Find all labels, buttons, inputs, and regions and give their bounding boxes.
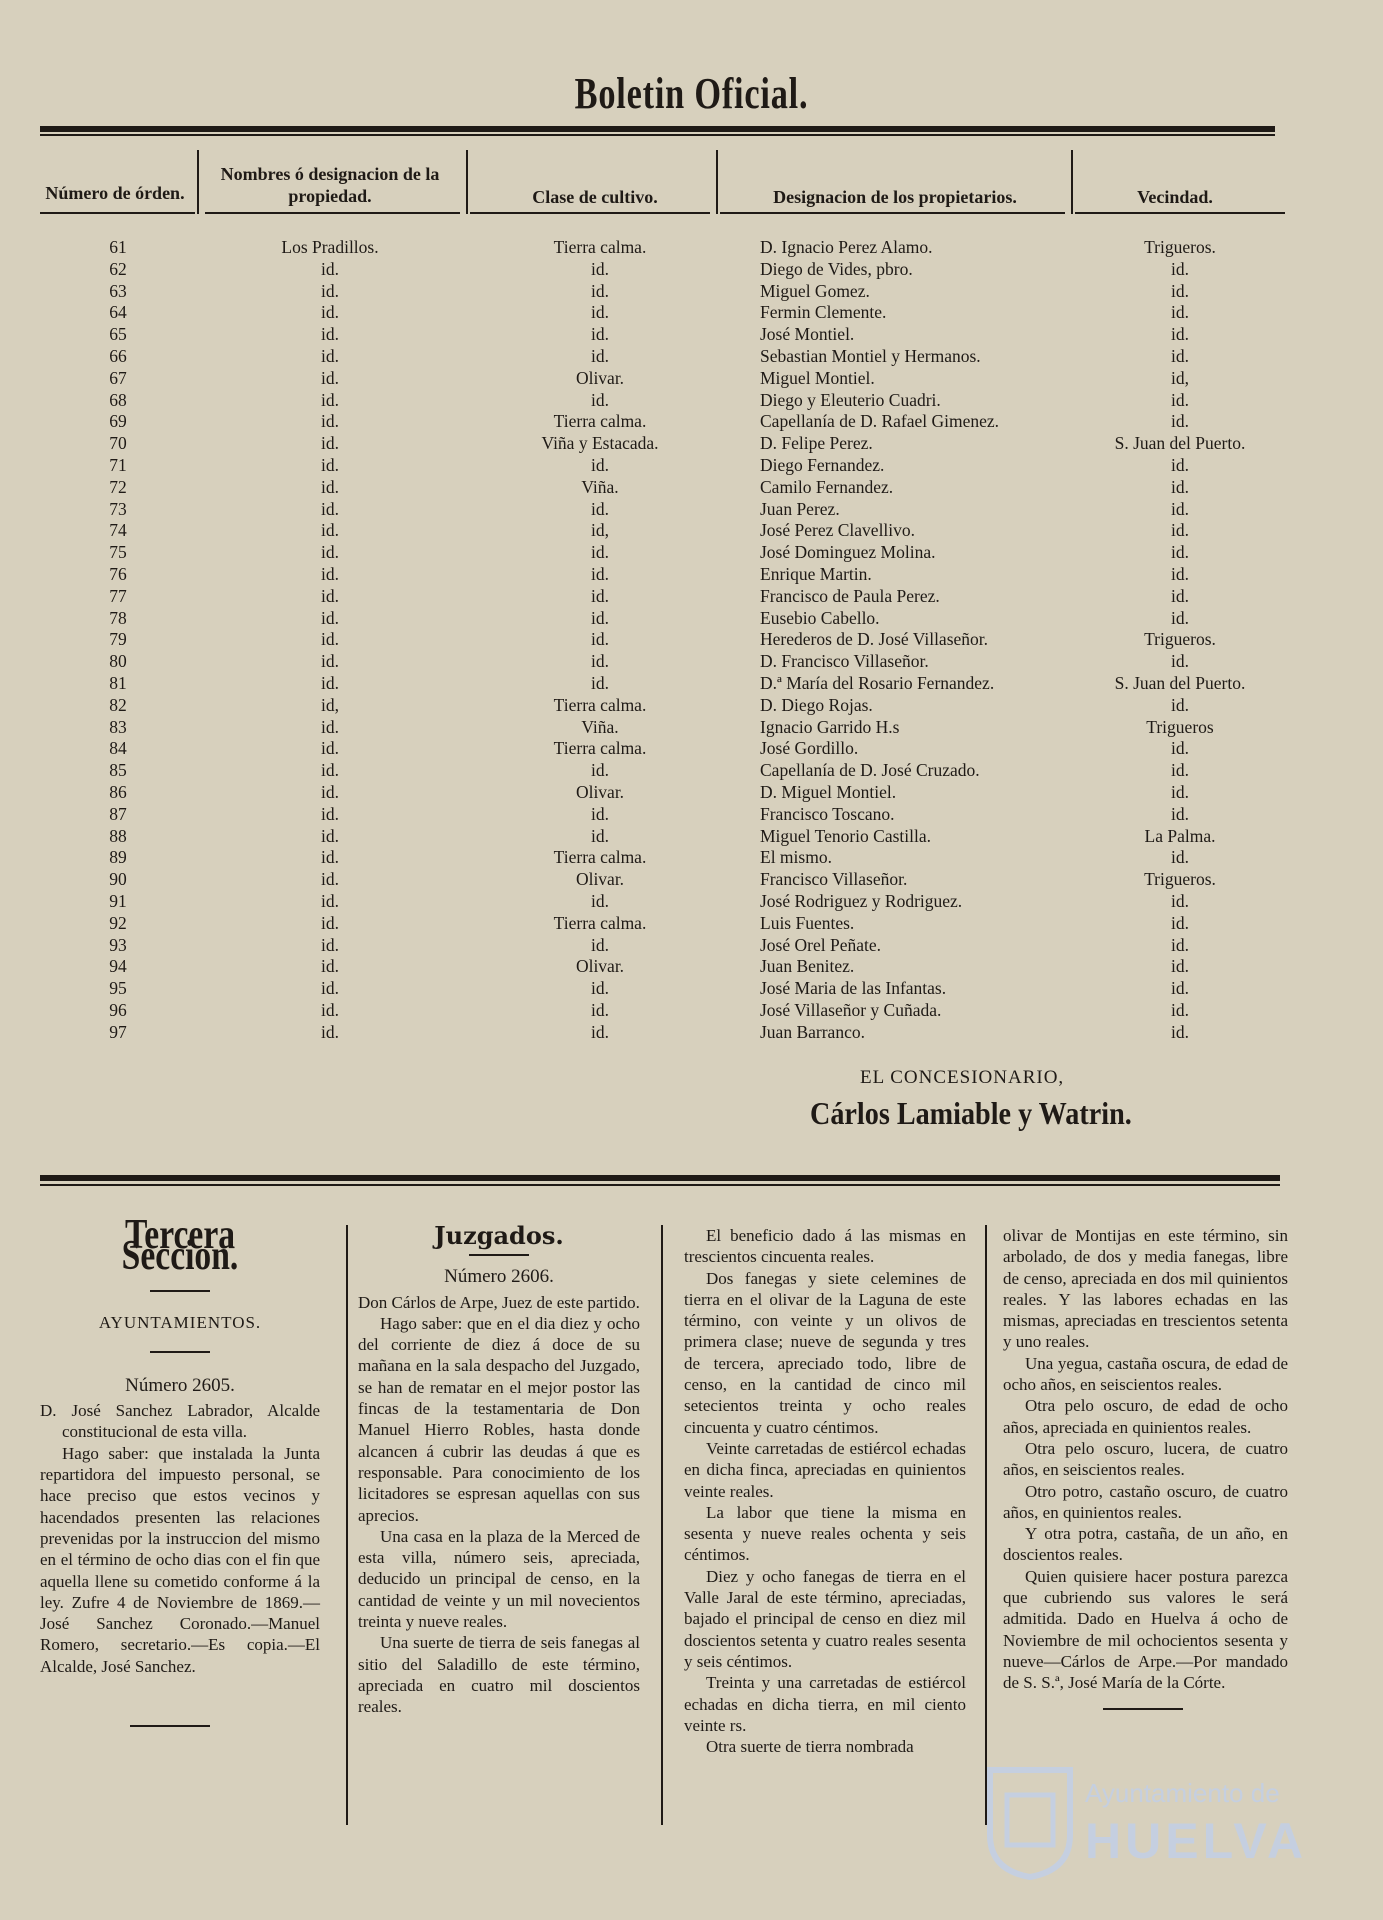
residence: S. Juan del Puerto. <box>1114 433 1246 454</box>
owner-name: José Maria de las Infantas. <box>760 978 947 999</box>
table-row <box>0 389 1383 411</box>
ornament-rule <box>150 1351 210 1353</box>
property-name: id. <box>321 912 339 933</box>
property-name: id. <box>321 455 339 475</box>
property-name: id. <box>321 651 339 672</box>
table-row <box>0 280 1383 302</box>
property-name: id. <box>321 389 339 410</box>
cultivation-class: Viña y Estacada. <box>541 433 659 454</box>
property-name: id. <box>321 433 339 454</box>
property-name: id. <box>321 978 339 999</box>
cultivation-class: id. <box>591 389 609 410</box>
row-number: 93 <box>109 934 127 955</box>
cultivation-class: id. <box>591 891 609 911</box>
signature-role: EL CONCESIONARIO, <box>860 1067 1065 1088</box>
residence: id. <box>1171 738 1189 759</box>
row-number: 74 <box>109 520 127 541</box>
column-divider <box>1071 150 1073 214</box>
table-row <box>0 650 1383 672</box>
residence: id. <box>1171 520 1189 541</box>
residence: id. <box>1171 1021 1189 1042</box>
header-underline <box>1075 212 1285 214</box>
paragraph: Hago saber: que instalada la Junta repartidora del impuesto personal, se hace preciso que estos vecinos y hacendados presenten las relaciones prevenidas por la instruccion del mismo en el término de ocho dias con el fin que aquella llene su cometido conforme á la ley. Zufre 4 de Noviembre de 1869.—José Sanchez Coronado.—Manuel Romero, secretario.—Es copia.—El Alcalde, José Sanchez. <box>40 1443 320 1676</box>
end-rule <box>1103 1708 1183 1710</box>
owner-name: D. Ignacio Perez Alamo. <box>760 237 933 257</box>
property-name: id. <box>321 520 339 541</box>
paragraph: El beneficio dado á las mismas en trescientos cincuenta reales. <box>684 1226 966 1267</box>
property-name: id. <box>321 934 339 955</box>
paragraph: Quien quisiere hacer postura parezca que cubriendo sus valores le será admitida. Dado en Huelva á ocho de Noviembre de mil ochocientos sesenta y nueve—Cárlos de Arpe.—Por mandado de S. S.ª, José María de la Córte. <box>1003 1566 1288 1693</box>
table-row <box>0 759 1383 781</box>
header-name: Nombres ó designacion de la propiedad. <box>220 164 440 206</box>
owner-name: D. Francisco Villaseñor. <box>760 651 929 672</box>
owner-name: José Orel Peñate. <box>760 934 882 955</box>
header-underline <box>40 212 195 214</box>
owner-name: Capellanía de D. Rafael Gimenez. <box>760 411 1000 432</box>
residence: id. <box>1171 498 1189 519</box>
property-name: id. <box>321 324 339 345</box>
residence: id. <box>1171 607 1189 628</box>
cultivation-class: id. <box>591 825 609 846</box>
table-row <box>0 476 1383 498</box>
owner-name: El mismo. <box>760 847 832 868</box>
owner-name: D.ª María del Rosario Fernandez. <box>760 673 995 693</box>
residence: id. <box>1171 934 1189 955</box>
row-number: 84 <box>109 738 127 759</box>
paragraph: Otra suerte de tierra nombrada <box>706 1737 914 1757</box>
property-name: id. <box>321 738 339 759</box>
row-number: 87 <box>109 803 127 824</box>
owner-name: Capellanía de D. José Cruzado. <box>760 760 980 781</box>
header-vec: Vecindad. <box>1137 187 1213 207</box>
owner-name: Francisco de Paula Perez. <box>760 585 940 606</box>
cultivation-class: id. <box>591 498 609 519</box>
row-number: 78 <box>109 607 127 628</box>
paragraph: Y otra potra, castaña, de un año, en doscientos reales. <box>1003 1524 1288 1565</box>
section-rule <box>40 1175 1280 1181</box>
property-name: id. <box>321 716 339 737</box>
cultivation-class: id, <box>591 520 609 541</box>
row-number: 89 <box>109 847 127 868</box>
row-number: 80 <box>109 651 127 672</box>
announcement-number: Número 2605. <box>125 1374 235 1396</box>
row-number: 90 <box>109 869 127 890</box>
table-row <box>0 585 1383 607</box>
residence: id. <box>1171 258 1189 279</box>
paragraph: olivar de Montijas en este término, sin arbolado, de dos y media fanegas, libre de censo, apreciada en dos mil quinientos reales. Y las labores echadas en las mismas, apreciadas en trescientos setenta y uno reales. <box>1003 1226 1288 1352</box>
residence: id. <box>1171 978 1189 999</box>
table-row <box>0 541 1383 563</box>
cultivation-class: id. <box>591 455 609 475</box>
owner-name: Luis Fuentes. <box>760 912 855 933</box>
cultivation-class: id. <box>591 585 609 606</box>
table-row <box>0 672 1383 694</box>
residence: id. <box>1171 411 1189 432</box>
table-row <box>0 323 1383 345</box>
residence: id. <box>1171 891 1189 911</box>
property-name: id. <box>321 803 339 824</box>
residence: id. <box>1171 585 1189 606</box>
residence: id. <box>1171 803 1189 824</box>
column-separator <box>985 1225 987 1825</box>
paragraph: Una casa en la plaza de la Merced de esta villa, número seis, apreciada, deducido un principal de censo, en la cantidad de veinte y un mil novecientos treinta y nueve reales. <box>358 1526 640 1632</box>
residence: id. <box>1171 389 1189 410</box>
row-number: 68 <box>109 389 127 410</box>
table-row <box>0 825 1383 847</box>
owner-name: José Perez Clavellivo. <box>760 520 916 541</box>
residence: id. <box>1171 651 1189 672</box>
table-row <box>0 345 1383 367</box>
owner-name: José Villaseñor y Cuñada. <box>760 1000 942 1020</box>
paragraph: Diez y ocho fanegas de tierra en el Valle Jaral de este término, apreciadas, bajado el principal de censo en diez mil doscientos setenta y cuatro reales sesenta y seis céntimos. <box>684 1566 966 1671</box>
owner-name: D. Diego Rojas. <box>760 694 873 715</box>
property-name: id. <box>321 1021 339 1042</box>
table-row <box>0 301 1383 323</box>
cultivation-class: id. <box>591 1000 609 1020</box>
ornament-rule <box>469 1254 529 1256</box>
property-name: id. <box>321 760 339 781</box>
cultivation-class: Olivar. <box>575 869 625 890</box>
residence: id. <box>1171 542 1189 563</box>
row-number: 62 <box>109 258 127 279</box>
property-name: id. <box>321 367 339 388</box>
owner-name: Diego y Eleuterio Cuadri. <box>760 389 941 410</box>
cultivation-class: id. <box>591 258 609 279</box>
cultivation-class: id. <box>591 803 609 824</box>
property-name: id. <box>321 673 339 693</box>
cultivation-class: id. <box>591 302 609 323</box>
owner-name: Miguel Montiel. <box>760 367 875 388</box>
cultivation-class: Tierra calma. <box>553 912 647 933</box>
cultivation-class: id. <box>591 1021 609 1042</box>
property-name: id. <box>321 476 339 497</box>
cultivation-class: Tierra calma. <box>553 738 647 759</box>
paragraph: Una yegua, castaña oscura, de edad de ocho años, en seiscientos reales. <box>1003 1353 1288 1395</box>
paragraph: Veinte carretadas de estiércol echadas en dicha finca, apreciadas en quinientos veinte reales. <box>684 1438 966 1501</box>
property-name: id. <box>321 1000 339 1020</box>
row-number: 81 <box>109 673 127 693</box>
owner-name: D. Miguel Montiel. <box>760 782 897 802</box>
end-rule <box>130 1725 210 1727</box>
owner-name: Herederos de D. José Villaseñor. <box>760 629 989 650</box>
row-number: 92 <box>109 912 127 933</box>
owner-name: Francisco Toscano. <box>760 803 895 824</box>
column-separator <box>661 1225 663 1825</box>
owner-name: Miguel Tenorio Castilla. <box>760 825 932 846</box>
row-number: 76 <box>109 564 127 584</box>
cultivation-class: id. <box>591 607 609 628</box>
property-name: id. <box>321 258 339 279</box>
table-row <box>0 236 1383 258</box>
property-name: id, <box>321 694 339 715</box>
residence: Trigueros. <box>1144 869 1216 890</box>
cultivation-class: Olivar. <box>575 782 625 802</box>
column-juzgados-2 <box>684 1225 966 1757</box>
residence: id. <box>1171 956 1189 977</box>
row-number: 95 <box>109 978 127 999</box>
cultivation-class: id. <box>591 673 609 693</box>
paragraph: Otra pelo oscuro, de edad de ocho años, apreciada en quinientos reales. <box>1003 1396 1288 1437</box>
owner-name: Diego de Vides, pbro. <box>760 258 913 279</box>
row-number: 65 <box>109 324 127 345</box>
cultivation-class: id. <box>591 629 609 650</box>
row-number: 97 <box>109 1021 127 1042</box>
cultivation-class: id. <box>591 564 609 584</box>
table-row <box>0 519 1383 541</box>
cultivation-class: id. <box>591 651 609 672</box>
header-cult: Clase de cultivo. <box>532 187 658 207</box>
paragraph: Otra pelo oscuro, lucera, de cuatro años, en seiscientos reales. <box>1003 1438 1288 1480</box>
paragraph: Treinta y una carretadas de estiércol echadas en dicha tierra, en mil ciento veinte rs. <box>684 1673 966 1735</box>
table-row <box>0 868 1383 890</box>
property-name: id. <box>321 607 339 628</box>
residence: Trigueros. <box>1144 237 1216 257</box>
table-row <box>0 803 1383 825</box>
paragraph: Dos fanegas y siete celemines de tierra en el olivar de la Laguna de este término, con veinte y un olivos de primera clase; nueve de segunda y tres de tercera, apreciado todo, libre de censo, en la cantidad de cinco mil setecientos treinta y ocho reales cincuenta y cuatro céntimos. <box>684 1268 966 1437</box>
header-num: Número de órden. <box>45 183 185 203</box>
row-number: 85 <box>109 760 127 781</box>
residence: id, <box>1171 367 1189 388</box>
column-juzgados-3 <box>1003 1225 1288 1710</box>
row-number: 79 <box>109 629 127 650</box>
residence: id. <box>1171 324 1189 345</box>
table-row <box>0 367 1383 389</box>
cultivation-class: id. <box>591 346 609 366</box>
table-row <box>0 890 1383 912</box>
section-rule-thin <box>40 1184 1280 1186</box>
owner-name: Juan Benitez. <box>760 956 855 977</box>
signature-name: Cárlos Lamiable y Watrin. <box>810 1095 1132 1131</box>
ornament-rule <box>150 1290 210 1292</box>
table-row <box>0 977 1383 999</box>
table-row <box>0 1021 1383 1043</box>
table-row <box>0 563 1383 585</box>
property-name: id. <box>321 280 339 301</box>
cultivation-class: Olivar. <box>575 367 625 388</box>
section-heading: Juzgados. <box>434 1221 564 1250</box>
owner-name: Fermin Clemente. <box>760 302 887 323</box>
table-row <box>0 737 1383 759</box>
header-underline <box>205 212 460 214</box>
residence: id. <box>1171 302 1189 323</box>
row-number: 75 <box>109 542 127 563</box>
cultivation-class: id. <box>591 324 609 345</box>
paragraph: Hago saber: que en el dia diez y ocho del corriente de diez á doce de su mañana en la sala despacho del Juzgado, se han de rematar en el mejor postor las fincas de la testamentaria de Don Manuel Hierro Robles, hasta donde alcancen á cubrir las deudas á que es responsable. Para conocimiento de los licitadores se espresan aquellas con sus aprecios. <box>358 1313 640 1525</box>
residence: id. <box>1171 912 1189 933</box>
property-name: id. <box>321 302 339 323</box>
property-name: id. <box>321 956 339 977</box>
table-row <box>0 410 1383 432</box>
cultivation-class: id. <box>591 978 609 999</box>
table-row <box>0 912 1383 934</box>
owner-name: José Rodriguez y Rodriguez. <box>760 891 963 911</box>
owner-name: Juan Perez. <box>760 498 840 519</box>
residence: S. Juan del Puerto. <box>1114 673 1246 693</box>
page-title: Boletin Oficial. <box>574 69 809 118</box>
property-name: id. <box>321 869 339 890</box>
paragraph: Una suerte de tierra de seis fanegas al sitio del Saladillo de este término, apreciada en cuatro mil doscientos reales. <box>358 1633 640 1717</box>
table-row <box>0 258 1383 280</box>
row-number: 88 <box>109 825 127 846</box>
residence: La Palma. <box>1144 825 1216 846</box>
residence: id. <box>1171 782 1189 802</box>
property-name: id. <box>321 346 339 366</box>
watermark-line2: HUELVA <box>1085 1813 1308 1869</box>
table-row <box>0 628 1383 650</box>
table-row <box>0 498 1383 520</box>
row-number: 86 <box>109 782 127 802</box>
owner-name: Francisco Villaseñor. <box>760 869 908 890</box>
residence: Trigueros. <box>1144 629 1216 650</box>
property-name: id. <box>321 782 339 802</box>
watermark-line1: Ayuntamiento de <box>1085 1778 1280 1808</box>
cultivation-class: Tierra calma. <box>553 694 647 715</box>
paragraph: Otro potro, castaño oscuro, de cuatro años, en quinientos reales. <box>1003 1481 1288 1522</box>
city-seal-icon <box>985 1765 1075 1880</box>
row-number: 66 <box>109 346 127 366</box>
column-divider <box>197 150 199 214</box>
property-name: id. <box>321 585 339 606</box>
row-number: 70 <box>109 433 127 454</box>
table-row <box>0 716 1383 738</box>
owner-name: José Montiel. <box>760 324 855 345</box>
announcement-number: Número 2606. <box>444 1266 554 1288</box>
property-name: Los Pradillos. <box>281 237 379 257</box>
paragraph: Don Cárlos de Arpe, Juez de este partido. <box>358 1292 640 1312</box>
subsection-title: AYUNTAMIENTOS. <box>98 1312 262 1332</box>
header-underline <box>470 212 710 214</box>
owner-name: Eusebio Cabello. <box>760 607 880 628</box>
owner-name: Ignacio Garrido H.s <box>760 716 900 737</box>
row-number: 82 <box>109 694 127 715</box>
residence: id. <box>1171 1000 1189 1020</box>
owner-name: Camilo Fernandez. <box>760 476 894 497</box>
cultivation-class: Tierra calma. <box>553 847 647 868</box>
owner-name: Miguel Gomez. <box>760 280 870 301</box>
row-number: 73 <box>109 498 127 519</box>
cultivation-class: Olivar. <box>575 956 625 977</box>
cultivation-class: id. <box>591 280 609 301</box>
table-row <box>0 694 1383 716</box>
column-separator <box>346 1225 348 1825</box>
table-row <box>0 432 1383 454</box>
row-number: 83 <box>109 716 127 737</box>
row-number: 91 <box>109 891 127 911</box>
owner-name: Juan Barranco. <box>760 1021 865 1042</box>
residence: id. <box>1171 346 1189 366</box>
residence: id. <box>1171 476 1189 497</box>
row-number: 96 <box>109 1000 127 1020</box>
row-number: 63 <box>109 280 127 301</box>
column-divider <box>716 150 718 214</box>
property-name: id. <box>321 564 339 584</box>
row-number: 71 <box>109 455 127 475</box>
table-row <box>0 781 1383 803</box>
property-name: id. <box>321 629 339 650</box>
property-name: id. <box>321 891 339 911</box>
section-heading: Tercera Seccion. <box>121 1212 239 1280</box>
property-name: id. <box>321 847 339 868</box>
residence: id. <box>1171 847 1189 868</box>
cultivation-class: Tierra calma. <box>553 411 647 432</box>
column-ayuntamientos <box>40 1212 320 1727</box>
cultivation-class: id. <box>591 760 609 781</box>
property-name: id. <box>321 542 339 563</box>
row-number: 69 <box>109 411 127 432</box>
title-rule-thin <box>40 134 1275 136</box>
owner-name: José Gordillo. <box>760 738 859 759</box>
property-name: id. <box>321 825 339 846</box>
paragraph: D. José Sanchez Labrador, Alcalde constitucional de esta villa. <box>40 1401 320 1442</box>
residence: id. <box>1171 280 1189 301</box>
owner-name: D. Felipe Perez. <box>760 433 873 454</box>
residence: id. <box>1171 564 1189 584</box>
residence: Trigueros <box>1146 716 1214 737</box>
row-number: 94 <box>109 956 127 977</box>
paragraph: La labor que tiene la misma en sesenta y nueve reales ochenta y seis céntimos. <box>684 1502 966 1565</box>
column-juzgados-1 <box>358 1221 640 1718</box>
table-row <box>0 999 1383 1021</box>
title-rule <box>40 126 1275 132</box>
owner-name: Sebastian Montiel y Hermanos. <box>760 346 981 366</box>
property-name: id. <box>321 411 339 432</box>
row-number: 67 <box>109 367 127 388</box>
residence: id. <box>1171 760 1189 781</box>
residence: id. <box>1171 455 1189 475</box>
column-divider <box>466 150 468 214</box>
cultivation-class: id. <box>591 542 609 563</box>
cultivation-class: Viña. <box>581 476 619 497</box>
table-row <box>0 607 1383 629</box>
row-number: 72 <box>109 476 127 497</box>
owner-name: Diego Fernandez. <box>760 455 885 475</box>
cultivation-class: id. <box>591 934 609 955</box>
table-row <box>0 454 1383 476</box>
header-underline <box>720 212 1065 214</box>
row-number: 64 <box>109 302 127 323</box>
row-number: 61 <box>109 237 127 257</box>
cultivation-class: Tierra calma. <box>553 237 647 257</box>
owner-name: José Dominguez Molina. <box>760 542 936 563</box>
property-name: id. <box>321 498 339 519</box>
header-owner: Designacion de los propietarios. <box>773 187 1017 207</box>
cultivation-class: Viña. <box>581 716 619 737</box>
row-number: 77 <box>109 585 127 606</box>
owner-name: Enrique Martin. <box>760 564 872 584</box>
watermark <box>985 1760 1315 1890</box>
table-row <box>0 955 1383 977</box>
residence: id. <box>1171 694 1189 715</box>
table-row <box>0 934 1383 956</box>
table-row <box>0 846 1383 868</box>
